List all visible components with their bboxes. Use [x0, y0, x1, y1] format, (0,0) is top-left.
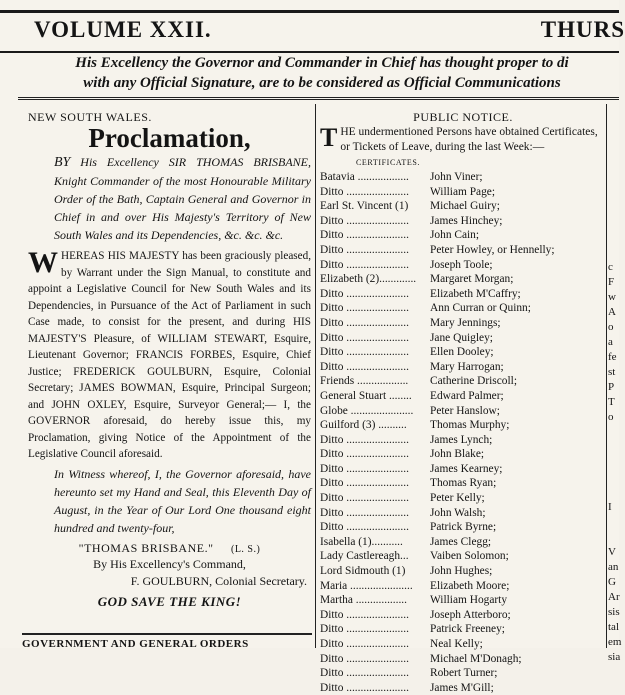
- ship-name: Ditto ......................: [320, 214, 409, 227]
- ship-name: Ditto ......................: [320, 433, 409, 446]
- ship-name: Elizabeth (2).............: [320, 273, 417, 286]
- ship-name: Earl St. Vincent (1): [320, 200, 409, 213]
- person-name: Michael M'Donagh;: [430, 652, 522, 665]
- column-rule-left: [315, 104, 316, 648]
- volume-number: VOLUME XXII.: [34, 17, 212, 42]
- ship-name: Ditto ......................: [320, 477, 409, 490]
- notice-line-1: His Excellency the Governor and Commander in Chief has thought proper to di: [75, 55, 569, 71]
- ship-name: Ditto ......................: [320, 448, 409, 461]
- cropped-fragment: fe: [608, 351, 617, 363]
- cropped-fragment: T: [608, 396, 615, 408]
- list-item: [320, 170, 606, 185]
- ship-name: Ditto ......................: [320, 521, 409, 534]
- cropped-fragment: tal: [608, 621, 619, 633]
- list-item: [320, 564, 606, 579]
- ship-name: Ditto ......................: [320, 506, 409, 519]
- list-item: [320, 666, 606, 681]
- person-name: James Hinchey;: [430, 214, 503, 227]
- ship-name: Friends ..................: [320, 375, 409, 388]
- public-notice-intro: [320, 125, 606, 170]
- list-item: [320, 331, 606, 346]
- official-notice: [22, 53, 622, 93]
- person-name: Mary Jennings;: [430, 316, 501, 329]
- cropped-fragment: [608, 200, 619, 215]
- list-item: [320, 681, 606, 695]
- body-text: HEREAS HIS MAJESTY has been graciously pleased, by Warrant under the Sign Manual, to constitute and appoint a Legislative Council for New South Wales and its Dependencies, in Pursuance of the Act of Parliament in such Case made, to consist for the present, and during HIS MAJESTY'S Pleasure, of WILLIAM STEWART, Esquire, Lieutenant Governor; FRANCIS FORBES, Esquire, Chief Justice; FREDERICK GOULBURN, Esquire, Colonial Secretary; JAMES BOWMAN, Esquire, Principal Surgeon; and JOHN OXLEY, Esquire, Surveyor General;— I, the GOVERNOR aforesaid, do hereby issue this, my Proclamation, giving Notice of the Appointment of the Legislative Council aforesaid.: [28, 250, 311, 460]
- cropped-fragment: sia: [608, 651, 621, 663]
- cropped-fragment: [608, 515, 619, 530]
- person-name: John Cain;: [430, 229, 480, 242]
- cropped-fragment: o: [608, 321, 614, 333]
- cropped-fragment: P: [608, 381, 615, 393]
- list-item: [320, 579, 606, 594]
- list-item: [320, 622, 606, 637]
- cropped-fragment: an: [608, 561, 619, 573]
- list-item: [320, 185, 606, 200]
- cropped-fragment: [608, 110, 619, 125]
- person-name: John Walsh;: [430, 506, 486, 519]
- person-name: James Kearney;: [430, 462, 503, 475]
- person-name: Edward Palmer;: [430, 389, 504, 402]
- signature-line: [28, 541, 311, 556]
- certificates-list: [320, 170, 606, 695]
- ship-name: Isabella (1)...........: [320, 535, 403, 548]
- ship-name: Ditto ......................: [320, 243, 409, 256]
- list-item: [320, 389, 606, 404]
- cropped-fragment: [608, 125, 619, 140]
- person-name: Mary Harrogan;: [430, 360, 504, 373]
- list-item: [320, 535, 606, 550]
- secretary-line: F. GOULBURN, Colonial Secretary.: [130, 573, 307, 588]
- proclamation-title: Proclamation,: [88, 123, 251, 153]
- ship-name: Ditto ......................: [320, 302, 409, 315]
- ship-name: Ditto ......................: [320, 229, 409, 242]
- list-item: [320, 520, 606, 535]
- cropped-fragment: em: [608, 636, 622, 648]
- god-save-the-king: GOD SAVE THE KING!: [97, 593, 242, 609]
- list-item: [320, 433, 606, 448]
- person-name: Joseph Atterboro;: [430, 608, 511, 621]
- cropped-fragment: w: [608, 291, 616, 303]
- person-name: John Viner;: [430, 171, 483, 183]
- column-rule-right: [606, 104, 607, 648]
- cropped-fragment: [608, 140, 619, 155]
- witness-clause: In Witness whereof, I, the Governor aforesaid, have hereunto set my Hand and Seal, this Eleventh Day of August, in the Year of Our Lord One thousand eight hundred and twenty-four,: [54, 466, 311, 535]
- list-item: [320, 418, 606, 433]
- list-item: [320, 199, 606, 214]
- cropped-fragment: [608, 455, 619, 470]
- cropped-fragment: G: [608, 576, 616, 588]
- list-item: [320, 462, 606, 477]
- person-name: Peter Kelly;: [430, 492, 485, 505]
- ship-name: Globe ......................: [320, 404, 414, 417]
- ship-name: Ditto ......................: [320, 185, 409, 198]
- person-name: James Clegg;: [430, 535, 492, 548]
- proclamation-issuer: [54, 153, 311, 244]
- ship-name: Guilford (3) ..........: [320, 419, 407, 432]
- cropped-fragment: V: [608, 546, 616, 558]
- list-item: [320, 272, 606, 287]
- ship-name: Lady Castlereagh...: [320, 550, 409, 563]
- list-item: [320, 287, 606, 302]
- list-item: [320, 316, 606, 331]
- ship-name: Ditto ......................: [320, 667, 409, 680]
- cropped-fragment: [608, 230, 619, 245]
- command-line: By His Excellency's Command,: [93, 556, 246, 571]
- ship-name: Ditto ......................: [320, 331, 409, 344]
- cropped-fragment: F: [608, 276, 615, 288]
- cropped-fragment: [608, 470, 619, 485]
- list-item: [320, 301, 606, 316]
- cropped-fragment: I: [608, 501, 612, 513]
- list-item: [320, 608, 606, 623]
- list-item: [320, 506, 606, 521]
- cropped-fragment: [608, 215, 619, 230]
- list-item: [320, 593, 606, 608]
- ship-name: Ditto ......................: [320, 492, 409, 505]
- ship-name: Ditto ......................: [320, 258, 409, 271]
- cropped-fragment: [608, 185, 619, 200]
- cropped-fragment: A: [608, 306, 616, 318]
- cropped-fragment: a: [608, 336, 613, 348]
- person-name: William Hogarty: [430, 594, 508, 607]
- ship-name: Lord Sidmouth (1): [320, 565, 406, 578]
- cropped-fragment: [608, 245, 619, 260]
- cropped-fragment: c: [608, 261, 613, 273]
- cropped-fragment: Ar: [608, 591, 620, 603]
- ship-name: Ditto ......................: [320, 360, 409, 373]
- by-text: His Excellency SIR THOMAS BRISBANE, Knight Commander of the most Honourable Military Order of the Bath, Captain General and Governor in Chief in and over His Majesty's Territory of New South Wales and its Dependencies, &c. &c. &c.: [54, 155, 312, 242]
- masthead: [0, 10, 625, 53]
- list-item: [320, 374, 606, 389]
- person-name: Margaret Morgan;: [430, 273, 514, 286]
- person-name: Michael Guiry;: [430, 200, 500, 213]
- ship-name: Maria ......................: [320, 579, 413, 592]
- person-name: Catherine Driscoll;: [430, 375, 517, 388]
- person-name: Vaiben Solomon;: [430, 550, 509, 563]
- person-name: Robert Turner;: [430, 667, 498, 680]
- ship-name: Batavia ..................: [320, 171, 409, 183]
- list-item: [320, 214, 606, 229]
- person-name: Neal Kelly;: [430, 638, 483, 650]
- ship-name: Ditto ......................: [320, 462, 409, 475]
- public-notice-column: [320, 110, 606, 695]
- person-name: Patrick Byrne;: [430, 521, 497, 534]
- person-name: Elizabeth Moore;: [430, 579, 510, 592]
- ship-name: Ditto ......................: [320, 681, 409, 694]
- list-item: [320, 476, 606, 491]
- header-rule: [18, 97, 619, 100]
- person-name: John Blake;: [430, 448, 485, 461]
- ship-name: Ditto ......................: [320, 638, 409, 650]
- notice-line-2: with any Official Signature, are to be considered as Official Communications: [83, 75, 561, 91]
- ship-name: Ditto ......................: [320, 287, 409, 300]
- list-item: [320, 243, 606, 258]
- ship-name: Ditto ......................: [320, 346, 409, 359]
- list-item: [320, 360, 606, 375]
- ship-name: General Stuart ........: [320, 389, 412, 402]
- ship-name: Martha ..................: [320, 594, 407, 607]
- proclamation-body: [28, 248, 311, 463]
- notice-dropcap: T: [320, 123, 338, 152]
- masthead-day: THURS: [540, 17, 625, 42]
- cropped-fragment: [608, 425, 619, 440]
- list-item: [320, 258, 606, 273]
- list-item: [320, 404, 606, 419]
- ship-name: Ditto ......................: [320, 652, 409, 665]
- ship-name: Ditto ......................: [320, 316, 409, 329]
- seal-mark: (L. S.): [230, 543, 261, 555]
- cropped-right-column: [608, 110, 622, 665]
- person-name: John Hughes;: [430, 565, 493, 578]
- cropped-fragment: [608, 530, 619, 545]
- signature: "THOMAS BRISBANE.": [78, 540, 214, 555]
- person-name: Ellen Dooley;: [430, 346, 494, 359]
- list-item: [320, 637, 606, 652]
- list-item: [320, 652, 606, 667]
- list-item: [320, 345, 606, 360]
- person-name: Ann Curran or Quinn;: [430, 302, 531, 315]
- cropped-fragment: [608, 485, 619, 500]
- person-name: Joseph Toole;: [430, 258, 493, 271]
- person-name: Patrick Freeney;: [430, 623, 505, 636]
- person-name: Elizabeth M'Caffry;: [430, 287, 521, 300]
- person-name: Thomas Murphy;: [430, 419, 510, 432]
- public-notice-title: PUBLIC NOTICE.: [413, 110, 513, 124]
- list-item: [320, 491, 606, 506]
- list-item: [320, 228, 606, 243]
- person-name: Peter Howley, or Hennelly;: [430, 243, 555, 256]
- person-name: Jane Quigley;: [430, 331, 493, 344]
- cropped-fragment: [608, 440, 619, 455]
- cropped-fragment: st: [608, 366, 616, 378]
- ship-name: Ditto ......................: [320, 608, 409, 621]
- ship-name: Ditto ......................: [320, 623, 409, 636]
- person-name: James M'Gill;: [430, 681, 494, 694]
- proclamation-column: [28, 110, 311, 610]
- list-item: [320, 549, 606, 564]
- person-name: William Page;: [430, 185, 496, 198]
- cropped-fragment: sis: [608, 606, 620, 618]
- cropped-fragment: [608, 155, 619, 170]
- proclamation-location: NEW SOUTH WALES.: [28, 110, 152, 124]
- intro-text: HE undermentioned Persons have obtained Certificates, or Tickets of Leave, during the last Week:—: [340, 126, 598, 153]
- government-orders-heading: GOVERNMENT AND GENERAL ORDERS: [22, 633, 312, 650]
- certificates-label: CERTIFICATES.: [356, 158, 420, 167]
- body-dropcap: W: [28, 246, 58, 279]
- person-name: Peter Hanslow;: [430, 404, 500, 417]
- cropped-fragment: [608, 170, 619, 185]
- cropped-fragment: o: [608, 411, 614, 423]
- person-name: Thomas Ryan;: [430, 477, 497, 490]
- by-lead: BY: [54, 155, 71, 170]
- list-item: [320, 447, 606, 462]
- person-name: James Lynch;: [430, 433, 493, 446]
